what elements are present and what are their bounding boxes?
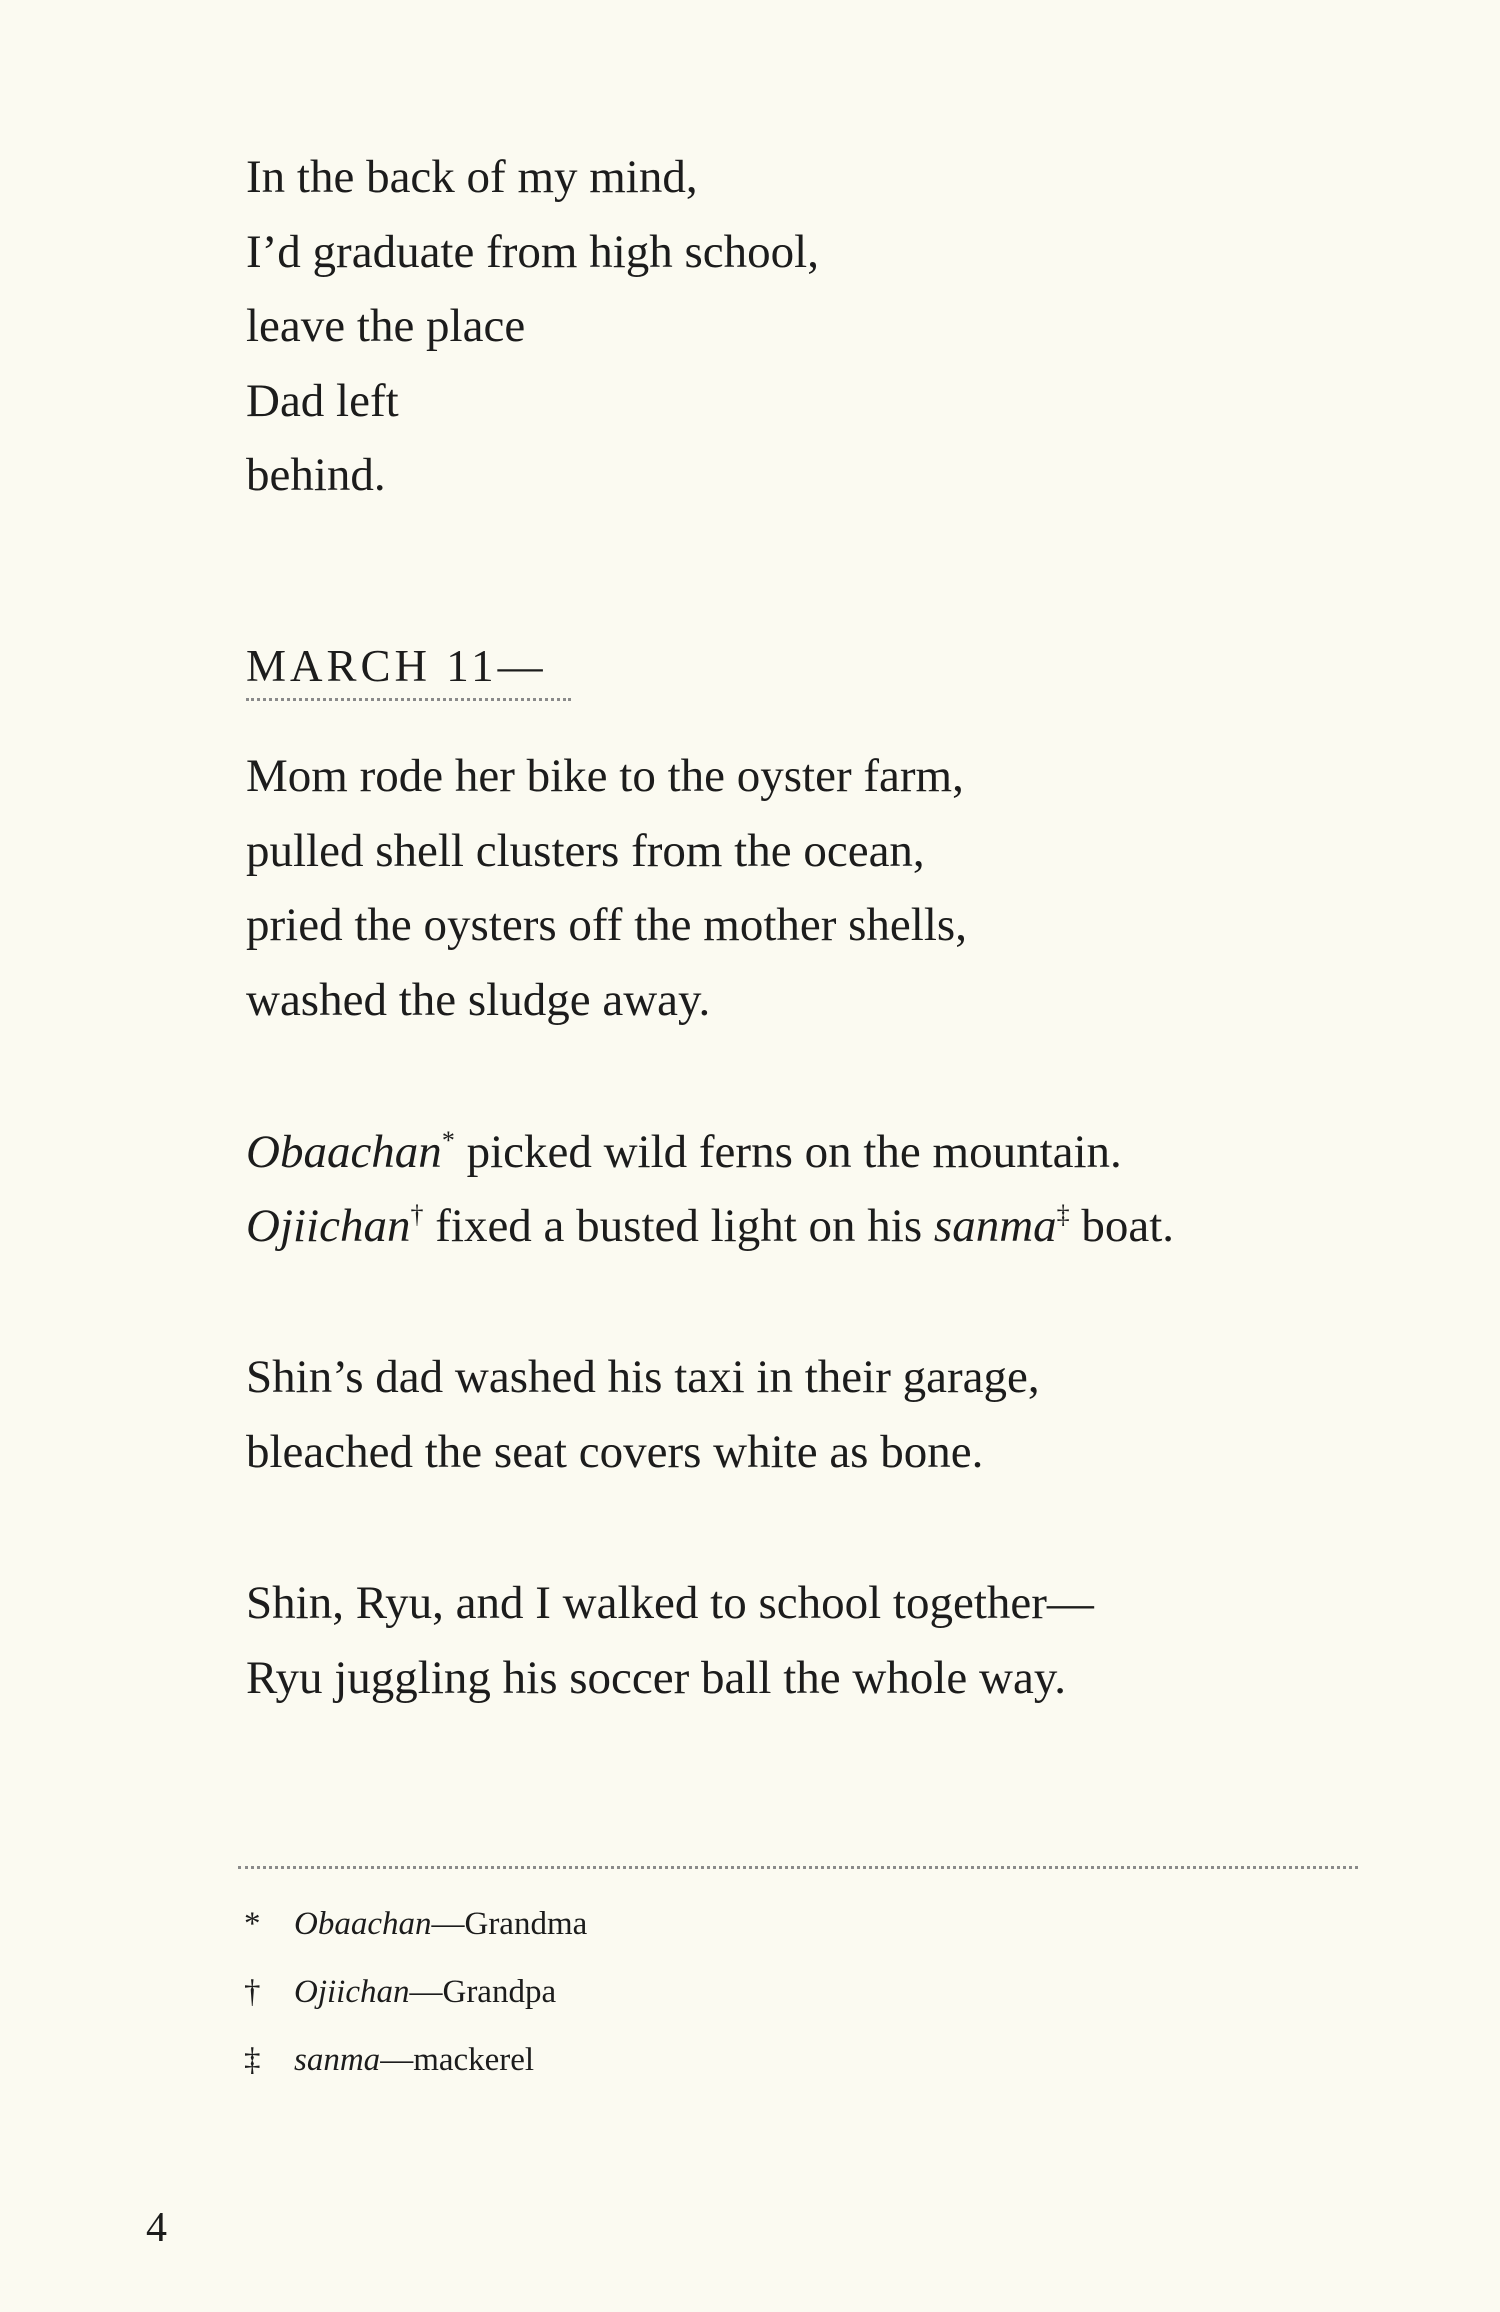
footnote-definition: —Grandma <box>431 1906 588 1942</box>
poem-line <box>246 1128 1122 1176</box>
poem-line: behind. <box>246 449 386 501</box>
footnote <box>244 2044 534 2077</box>
poem-line: In the back of my mind, <box>246 151 698 203</box>
poem-line: Dad left <box>246 375 399 427</box>
footnote-marker: † <box>410 1200 424 1229</box>
poem-line: Ryu juggling his soccer ball the whole way. <box>246 1652 1067 1704</box>
poem-line: washed the sludge away. <box>246 974 711 1026</box>
poem-line: Shin, Ryu, and I walked to school together— <box>246 1577 1094 1629</box>
footnote-mark: ‡ <box>244 2042 261 2078</box>
footnote-term: sanma <box>294 2042 381 2078</box>
footnote-marker: * <box>441 1126 455 1155</box>
footnote-marker: ‡ <box>1056 1200 1070 1229</box>
footnote-mark: * <box>244 1906 261 1942</box>
footnote-dotted-rule <box>238 1866 1358 1869</box>
poem-text: picked wild ferns on the mountain. <box>454 1126 1122 1178</box>
japanese-term: Obaachan <box>246 1126 442 1178</box>
poem-line: leave the place <box>246 300 526 352</box>
poem-line: pulled shell clusters from the ocean, <box>246 825 925 877</box>
page-number: 4 <box>146 2205 167 2251</box>
footnote-definition: —Grandpa <box>409 1974 557 2010</box>
japanese-term: Ojiichan <box>246 1200 411 1252</box>
poem-line: bleached the seat covers white as bone. <box>246 1426 984 1478</box>
footnote <box>244 1908 587 1941</box>
poem-text: boat. <box>1069 1200 1175 1252</box>
poem-line: I’d graduate from high school, <box>246 226 819 278</box>
japanese-term: sanma <box>933 1200 1057 1252</box>
poem-text: fixed a busted light on his <box>423 1200 934 1252</box>
poem-line: Shin’s dad washed his taxi in their garage, <box>246 1351 1040 1403</box>
footnote-definition: —mackerel <box>380 2042 535 2078</box>
footnote <box>244 1976 556 2009</box>
poem-line: Mom rode her bike to the oyster farm, <box>246 750 964 802</box>
heading-dotted-rule <box>246 698 571 701</box>
footnote-mark: † <box>244 1974 261 2010</box>
section-heading: MARCH 11— <box>246 641 547 691</box>
footnote-term: Obaachan <box>294 1906 432 1942</box>
poem-line <box>246 1202 1174 1250</box>
poem-line: pried the oysters off the mother shells, <box>246 899 967 951</box>
footnote-term: Ojiichan <box>294 1974 410 2010</box>
